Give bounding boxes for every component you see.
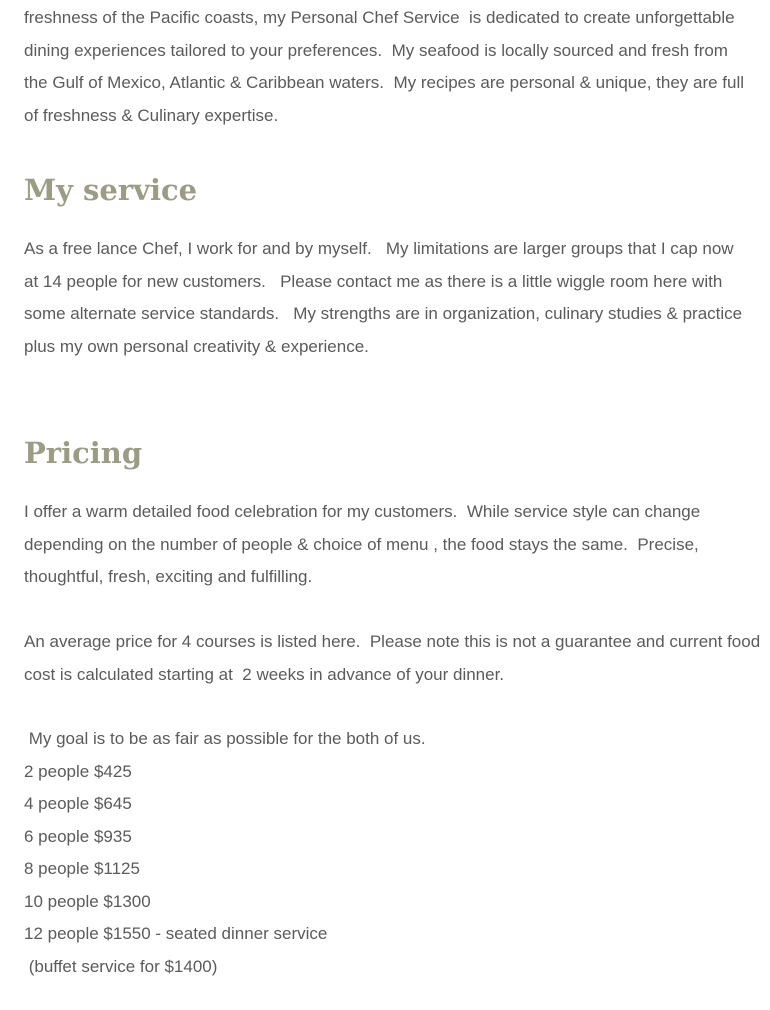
pricing-line: An average price for 4 courses is listed here. Please note this is not a guarantee and current food — [24, 632, 761, 651]
pricing-line: I offer a warm detailed food celebration for my customers. While service style can change — [24, 502, 701, 521]
pricing-line: cost is calculated starting at 2 weeks in advance of your dinner. — [24, 664, 505, 684]
intro-line: freshness of the Pacific coasts, my Personal Chef Service is dedicated to create unforgettable — [24, 8, 735, 27]
price-item: 6 people $935 — [24, 826, 132, 846]
price-list — [24, 723, 426, 983]
intro-line: dining experiences tailored to your preferences. My seafood is locally sourced and fresh from — [24, 40, 728, 60]
service-heading: My service — [24, 173, 198, 207]
service-line: some alternate service standards. My strengths are in organization, culinary studies & practice — [24, 304, 743, 323]
price-item: 10 people $1300 — [24, 891, 151, 911]
intro-line: the Gulf of Mexico, Atlantic & Caribbean waters. My recipes are personal & unique, they are full — [24, 73, 745, 92]
pricing-line: depending on the number of people & choice of menu , the food stays the same. Precise, — [24, 534, 699, 554]
pricing-line: thoughtful, fresh, exciting and fulfilling. — [24, 567, 313, 586]
intro-paragraph — [24, 2, 744, 132]
price-item: 12 people $1550 - seated dinner service — [24, 924, 328, 943]
service-paragraph — [24, 233, 742, 363]
goal-text: My goal is to be as fair as possible for the both of us. — [24, 729, 426, 748]
service-line: As a free lance Chef, I work for and by myself. My limitations are larger groups that I cap now — [24, 239, 734, 258]
price-item: 4 people $645 — [24, 794, 132, 813]
intro-line: of freshness & Culinary expertise. — [24, 105, 279, 125]
service-line: plus my own personal creativity & experience. — [24, 336, 369, 356]
pricing-heading: Pricing — [24, 436, 143, 470]
pricing-paragraph-1 — [24, 496, 700, 594]
pricing-paragraph-2 — [24, 626, 760, 691]
price-item: 8 people $1125 — [24, 859, 140, 878]
service-line: at 14 people for new customers. Please contact me as there is a little wiggle room here with — [24, 271, 723, 291]
buffet-note: (buffet service for $1400) — [24, 956, 218, 976]
price-item: 2 people $425 — [24, 761, 132, 781]
